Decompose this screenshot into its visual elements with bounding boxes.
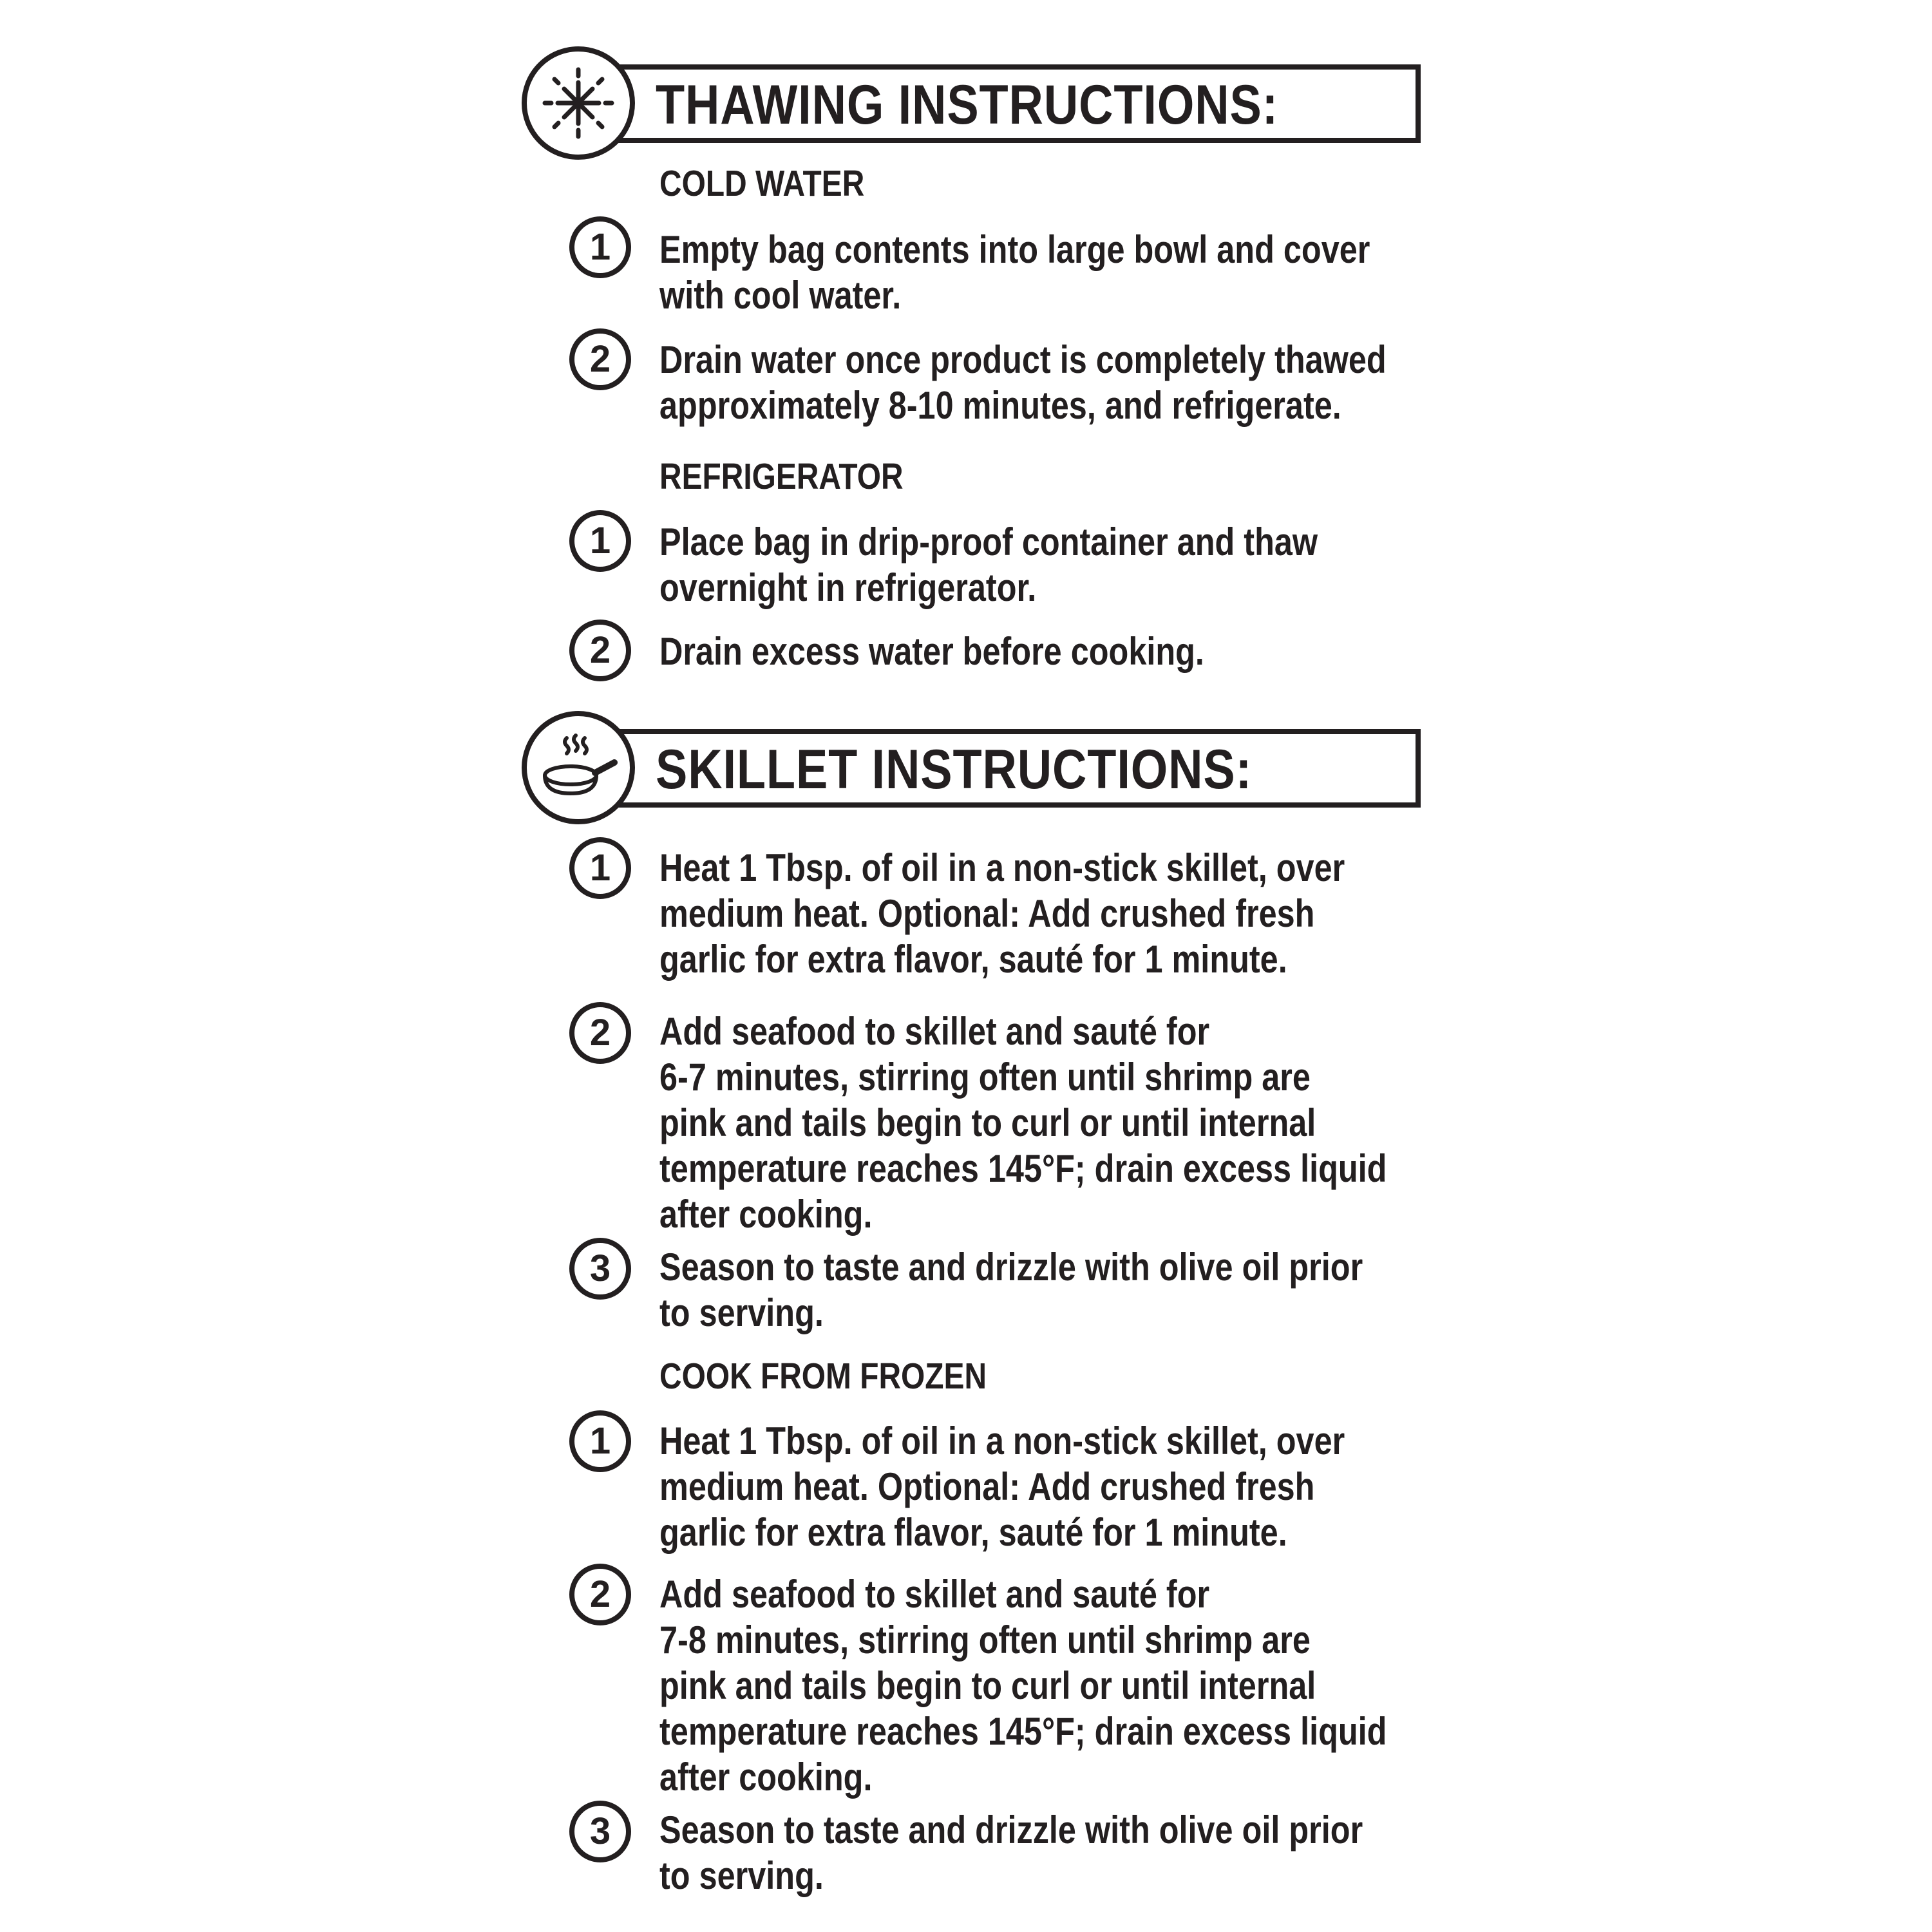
step-text: [659, 845, 1406, 982]
refrigerator-heading: REFRIGERATOR: [659, 456, 904, 497]
step-line: to serving.: [659, 1854, 824, 1897]
step-number: 2: [569, 1564, 631, 1625]
thawing-badge: [522, 46, 635, 160]
step-number: 1: [569, 837, 631, 899]
step-text: [659, 337, 1406, 428]
step-text: [659, 1244, 1406, 1336]
step-line: approximately 8-10 minutes, and refrigerate.: [659, 384, 1341, 427]
step-text: [659, 1807, 1406, 1899]
step-line: with cool water.: [659, 274, 902, 317]
step-line: temperature reaches 145°F; drain excess liquid: [659, 1147, 1387, 1190]
cook-from-frozen-heading: COOK FROM FROZEN: [659, 1356, 987, 1397]
step-text: [659, 519, 1406, 611]
step-line: Season to taste and drizzle with olive oil prior: [659, 1808, 1363, 1852]
step-line: temperature reaches 145°F; drain excess liquid: [659, 1710, 1387, 1753]
step-line: Heat 1 Tbsp. of oil in a non-stick skillet, over: [659, 846, 1345, 889]
step-line: pink and tails begin to curl or until internal: [659, 1664, 1316, 1707]
step-number: 2: [569, 1002, 631, 1064]
step-line: medium heat. Optional: Add crushed fresh: [659, 1465, 1315, 1508]
snowflake-icon: [538, 63, 618, 143]
skillet-icon: [538, 728, 618, 808]
cold-water-heading: COLD WATER: [659, 163, 865, 204]
step-number: 3: [569, 1238, 631, 1300]
step-line: 6-7 minutes, stirring often until shrimp are: [659, 1056, 1311, 1099]
thawing-header: [522, 46, 1423, 162]
step-line: Place bag in drip-proof container and thaw: [659, 520, 1318, 564]
step-text: [659, 227, 1406, 318]
skillet-badge: [522, 711, 635, 824]
step-line: Add seafood to skillet and sauté for: [659, 1010, 1210, 1053]
step-line: garlic for extra flavor, sauté for 1 minute.: [659, 1511, 1287, 1554]
skillet-header: [522, 711, 1423, 827]
step-line: Add seafood to skillet and sauté for: [659, 1573, 1210, 1616]
step-line: garlic for extra flavor, sauté for 1 minute.: [659, 938, 1287, 981]
step-line: pink and tails begin to curl or until internal: [659, 1101, 1316, 1144]
step-text: [659, 629, 1406, 674]
step-text: [659, 1418, 1406, 1555]
step-line: Heat 1 Tbsp. of oil in a non-stick skillet, over: [659, 1419, 1345, 1463]
step-text: [659, 1009, 1406, 1237]
step-text: [659, 1571, 1406, 1800]
step-number: 2: [569, 328, 631, 390]
step-line: Drain excess water before cooking.: [659, 630, 1204, 673]
step-line: Empty bag contents into large bowl and cover: [659, 228, 1370, 271]
thawing-title: THAWING INSTRUCTIONS:: [656, 74, 1279, 136]
step-number: 1: [569, 510, 631, 572]
step-line: after cooking.: [659, 1193, 873, 1236]
step-number: 1: [569, 1410, 631, 1472]
step-line: after cooking.: [659, 1756, 873, 1799]
skillet-title: SKILLET INSTRUCTIONS:: [656, 739, 1253, 800]
step-number: 3: [569, 1801, 631, 1862]
step-line: to serving.: [659, 1291, 824, 1334]
step-line: Season to taste and drizzle with olive oil prior: [659, 1245, 1363, 1289]
step-number: 1: [569, 216, 631, 278]
step-line: medium heat. Optional: Add crushed fresh: [659, 892, 1315, 935]
step-line: Drain water once product is completely thawed: [659, 338, 1387, 381]
step-line: 7-8 minutes, stirring often until shrimp are: [659, 1618, 1311, 1662]
step-line: overnight in refrigerator.: [659, 566, 1037, 609]
step-number: 2: [569, 620, 631, 681]
